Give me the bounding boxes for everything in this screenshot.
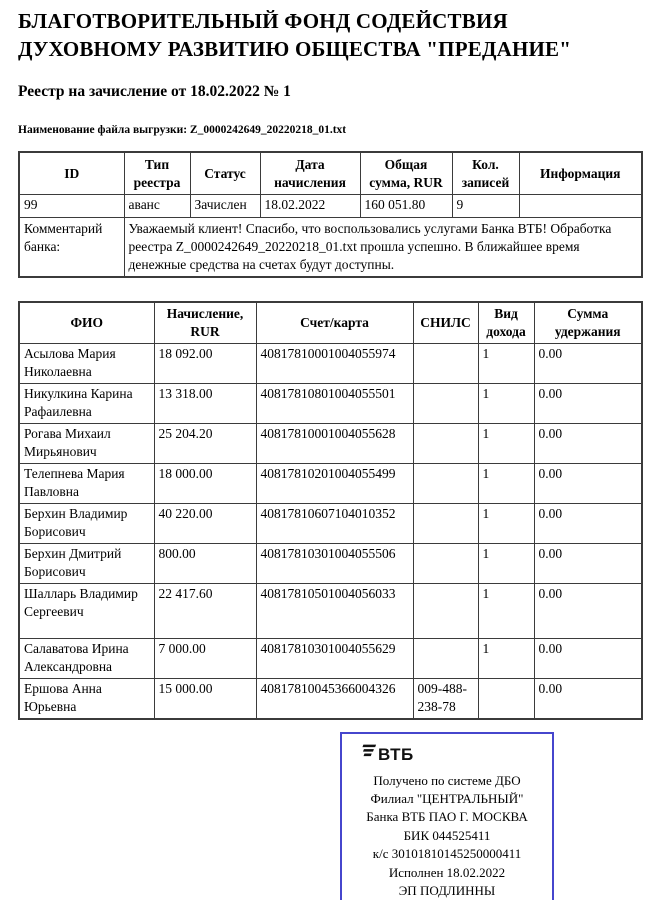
income-type-cell [478, 678, 534, 718]
registry-type-cell: аванс [124, 194, 190, 217]
amount-cell: 25 204.20 [154, 424, 256, 464]
income-type-cell: 1 [478, 344, 534, 384]
income-type-cell: 1 [478, 638, 534, 678]
snils-cell [413, 638, 478, 678]
account-cell: 40817810607104010352 [256, 503, 413, 543]
account-cell: 40817810501004056033 [256, 583, 413, 638]
withholding-cell: 0.00 [534, 678, 642, 718]
amount-cell: 40 220.00 [154, 503, 256, 543]
snils-cell [413, 583, 478, 638]
withholding-cell: 0.00 [534, 424, 642, 464]
stamp-line-executed: Исполнен 18.02.2022 [388, 864, 506, 880]
bank-comment-row [19, 217, 642, 276]
col-header-accrual: Начисление, RUR [154, 302, 256, 344]
export-filename: Наименование файла выгрузки: Z_0000242649_20220218_01.txt [18, 124, 347, 137]
vtb-logo-text: ВТБ [378, 744, 414, 764]
withholding-cell: 0.00 [534, 464, 642, 504]
income-type-cell: 1 [478, 543, 534, 583]
payment-row [19, 543, 642, 583]
amount-cell: 22 417.60 [154, 583, 256, 638]
stamp-line-signature: ЭП ПОДЛИННЫ [398, 883, 496, 899]
payments-header-row [19, 302, 642, 344]
account-cell: 40817810001004055628 [256, 424, 413, 464]
payee-name-cell: Берхин Владимир Борисович [19, 503, 154, 543]
account-cell: 40817810301004055506 [256, 543, 413, 583]
payment-row [19, 424, 642, 464]
registry-header-row [19, 152, 642, 194]
registry-id-cell: 99 [19, 194, 124, 217]
col-header-record-count: Кол. записей [452, 152, 519, 194]
amount-cell: 7 000.00 [154, 638, 256, 678]
col-header-snils: СНИЛС [413, 302, 478, 344]
bank-stamp [340, 732, 554, 900]
payment-row [19, 638, 642, 678]
payments-table [18, 301, 643, 720]
payment-row [19, 583, 642, 638]
stamp-line-received: Получено по системе ДБО [373, 772, 521, 788]
income-type-cell: 1 [478, 583, 534, 638]
col-header-account: Счет/карта [256, 302, 413, 344]
account-cell: 40817810801004055501 [256, 384, 413, 424]
registry-subtitle: Реестр на зачисление от 18.02.2022 № 1 [18, 83, 291, 101]
snils-cell [413, 384, 478, 424]
snils-cell [413, 464, 478, 504]
registry-status-cell: Зачислен [190, 194, 260, 217]
snils-cell [413, 543, 478, 583]
snils-cell [413, 424, 478, 464]
org-title-line1: БЛАГОТВОРИТЕЛЬНЫЙ ФОНД СОДЕЙСТВИЯ [18, 9, 508, 33]
income-type-cell: 1 [478, 503, 534, 543]
org-title [18, 8, 642, 63]
payee-name-cell: Шалларь Владимир Сергеевич [19, 583, 154, 638]
payee-name-cell: Асылова Мария Николаевна [19, 344, 154, 384]
stamp-line-branch: Филиал "ЦЕНТРАЛЬНЫЙ" [370, 791, 524, 806]
amount-cell: 13 318.00 [154, 384, 256, 424]
vtb-logo [346, 743, 548, 763]
account-cell: 40817810001004055974 [256, 344, 413, 384]
income-type-cell: 1 [478, 424, 534, 464]
registry-date-cell: 18.02.2022 [260, 194, 360, 217]
bank-comment-label: Комментарий банка: [19, 217, 124, 276]
payee-name-cell: Телепнева Мария Павловна [19, 464, 154, 504]
col-header-total-sum: Общая сумма, RUR [360, 152, 452, 194]
payment-row [19, 344, 642, 384]
payee-name-cell: Берхин Дмитрий Борисович [19, 543, 154, 583]
account-cell: 40817810201004055499 [256, 464, 413, 504]
income-type-cell: 1 [478, 464, 534, 504]
withholding-cell: 0.00 [534, 503, 642, 543]
income-type-cell: 1 [478, 384, 534, 424]
col-header-accrual-date: Дата начисления [260, 152, 360, 194]
amount-cell: 15 000.00 [154, 678, 256, 718]
col-header-withholding: Сумма удержания [534, 302, 642, 344]
withholding-cell: 0.00 [534, 344, 642, 384]
snils-cell: 009-488-238-78 [413, 678, 478, 718]
account-cell: 40817810045366004326 [256, 678, 413, 718]
stamp-line-bank: Банка ВТБ ПАО Г. МОСКВА [366, 809, 528, 825]
col-header-full-name: ФИО [19, 302, 154, 344]
col-header-status: Статус [190, 152, 260, 194]
registry-count-cell: 9 [452, 194, 519, 217]
withholding-cell: 0.00 [534, 583, 642, 638]
stamp-line-corr-account: к/с 30101810145250000411 [372, 846, 522, 862]
col-header-registry-type: Тип реестра [124, 152, 190, 194]
col-header-information: Информация [519, 152, 642, 194]
payment-row [19, 384, 642, 424]
amount-cell: 18 000.00 [154, 464, 256, 504]
payee-name-cell: Никулкина Карина Рафаилевна [19, 384, 154, 424]
withholding-cell: 0.00 [534, 638, 642, 678]
vtb-wing-icon [357, 744, 377, 763]
payment-row [19, 503, 642, 543]
stamp-line-bik: БИК 044525411 [403, 827, 491, 843]
account-cell: 40817810301004055629 [256, 638, 413, 678]
payee-name-cell: Ершова Анна Юрьевна [19, 678, 154, 718]
registry-summary-table [18, 151, 643, 277]
payment-row [19, 464, 642, 504]
amount-cell: 18 092.00 [154, 344, 256, 384]
col-header-id: ID [19, 152, 124, 194]
payee-name-cell: Рогава Михаил Мирьянович [19, 424, 154, 464]
withholding-cell: 0.00 [534, 384, 642, 424]
snils-cell [413, 344, 478, 384]
payee-name-cell: Салаватова Ирина Александровна [19, 638, 154, 678]
registry-info-cell [519, 194, 642, 217]
bank-comment-text: Уважаемый клиент! Спасибо, что воспользовались услугами Банка ВТБ! Обработка реестра Z_0000242649_20220218_01.txt прошла успешно. В ближайшее время денежные средства на счетах будут доступны. [124, 217, 642, 276]
org-title-line2: ДУХОВНОМУ РАЗВИТИЮ ОБЩЕСТВА "ПРЕДАНИЕ" [18, 36, 572, 61]
registry-data-row [19, 194, 642, 217]
col-header-income-type: Вид дохода [478, 302, 534, 344]
payment-row [19, 678, 642, 718]
registry-total-cell: 160 051.80 [360, 194, 452, 217]
withholding-cell: 0.00 [534, 543, 642, 583]
amount-cell: 800.00 [154, 543, 256, 583]
snils-cell [413, 503, 478, 543]
